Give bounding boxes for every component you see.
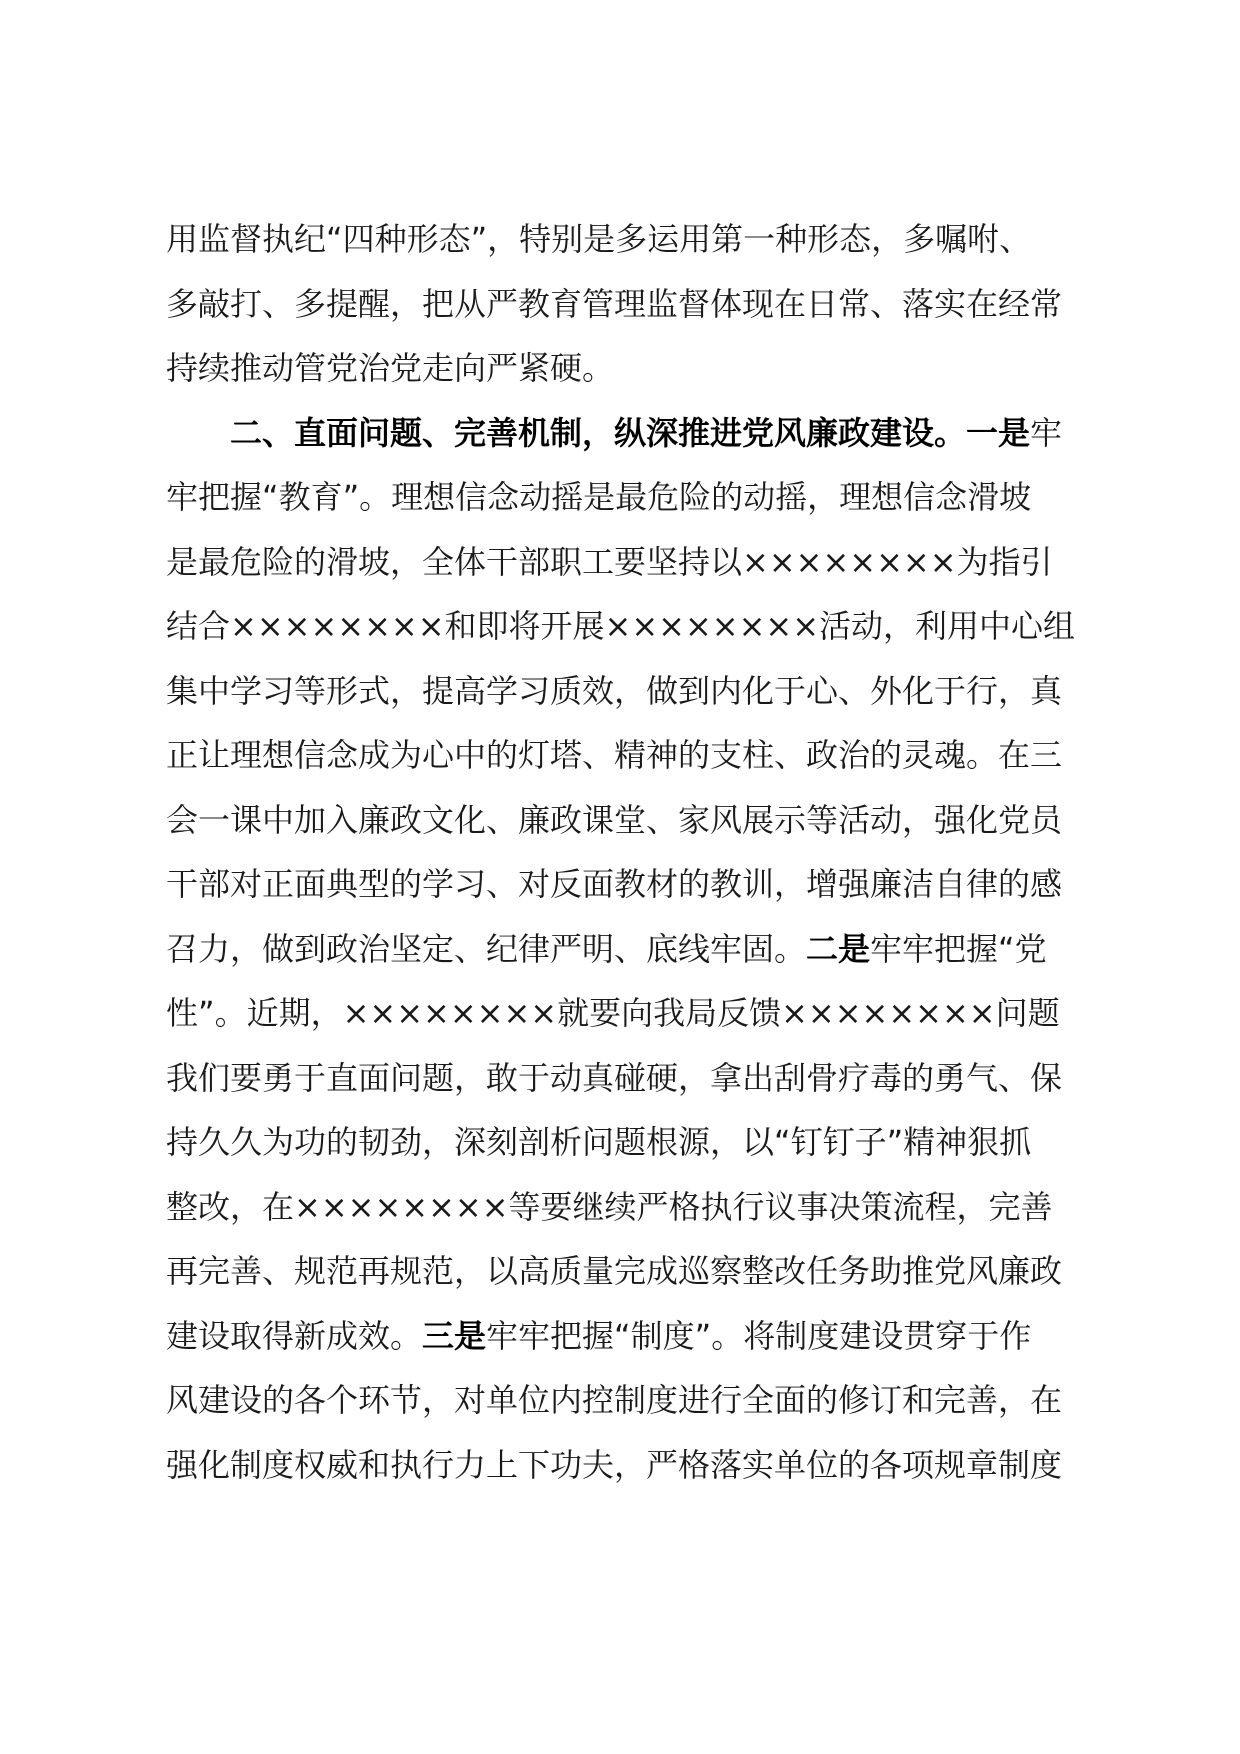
text-segment: 结合××××××××和即将开展××××××××活动，利用中心组	[166, 607, 1076, 645]
text-segment: 是最危险的滑坡，全体干部职工要坚持以××××××××为指引	[166, 542, 1053, 581]
text-segment: 正让理想信念成为心中的灯塔、精神的支柱、政治的灵魂。在三	[166, 736, 1063, 774]
text-line	[166, 272, 1126, 337]
text-segment: 集中学习等形式，提高学习质效，做到内化于心、外化于行，真	[166, 671, 1063, 710]
text-segment: 整改，在××××××××等要继续严格执行议事决策流程，完善	[166, 1187, 1053, 1226]
text-segment: 我们要勇于直面问题，敢于动真碰硬，拿出刮骨疗毒的勇气、保	[166, 1058, 1063, 1097]
body-text	[166, 207, 1126, 1497]
text-segment: 牢牢把握“党	[870, 929, 1047, 968]
bold-text-segment: 二是	[806, 929, 871, 968]
text-segment: 再完善、规范再规范，以高质量完成巡察整改任务助推党风廉政	[166, 1252, 1063, 1290]
text-segment: 建设取得新成效。	[166, 1316, 423, 1355]
text-line	[166, 788, 1126, 853]
text-line	[166, 981, 1126, 1046]
text-segment: 牢	[1030, 413, 1063, 452]
text-segment: 会一课中加入廉政文化、廉政课堂、家风展示等活动，强化党员	[166, 800, 1063, 839]
text-segment: 召力，做到政治坚定、纪律严明、底线牢固。	[166, 929, 807, 968]
text-line	[166, 465, 1126, 530]
text-line	[166, 336, 1126, 401]
text-line	[166, 594, 1126, 659]
text-line	[166, 1175, 1126, 1240]
text-line	[166, 852, 1126, 917]
text-line	[166, 1110, 1126, 1175]
text-segment: 牢把握“教育”。理想信念动摇是最危险的动摇，理想信念滑坡	[166, 478, 1032, 516]
text-line	[166, 917, 1126, 982]
text-segment: 强化制度权威和执行力上下功夫，严格落实单位的各项规章制度	[166, 1445, 1063, 1484]
text-line	[166, 659, 1126, 724]
text-line	[166, 207, 1126, 272]
text-line	[166, 723, 1126, 788]
text-segment: 牢牢把握“制度”。将制度建设贯穿于作	[486, 1316, 1032, 1355]
text-line	[166, 1368, 1126, 1433]
text-line	[166, 530, 1126, 595]
text-segment: 持久久为功的韧劲，深刻剖析问题根源，以“钉钉子”精神狠抓	[166, 1123, 1032, 1161]
text-segment: 多敲打、多提醒，把从严教育管理监督体现在日常、落实在经常	[166, 284, 1063, 323]
text-line	[166, 1239, 1126, 1304]
text-line	[166, 1046, 1126, 1111]
text-segment: 持续推动管党治党走向严紧硬。	[166, 349, 615, 387]
text-segment: 用监督执纪“四种形态”，特别是多运用第一种形态，多嘱咐、	[166, 220, 1032, 258]
text-segment: 性”。近期，××××××××就要向我局反馈××××××××问题	[166, 994, 1060, 1032]
text-line	[166, 1304, 1126, 1369]
text-line	[166, 401, 1126, 466]
bold-text-segment: 二、直面问题、完善机制，纵深推进党风廉政建设。一是	[230, 413, 1031, 452]
text-segment: 风建设的各个环节，对单位内控制度进行全面的修订和完善，在	[166, 1381, 1063, 1419]
text-line	[166, 1433, 1126, 1498]
bold-text-segment: 三是	[422, 1316, 487, 1355]
text-segment: 干部对正面典型的学习、对反面教材的教训，增强廉洁自律的感	[166, 865, 1063, 903]
